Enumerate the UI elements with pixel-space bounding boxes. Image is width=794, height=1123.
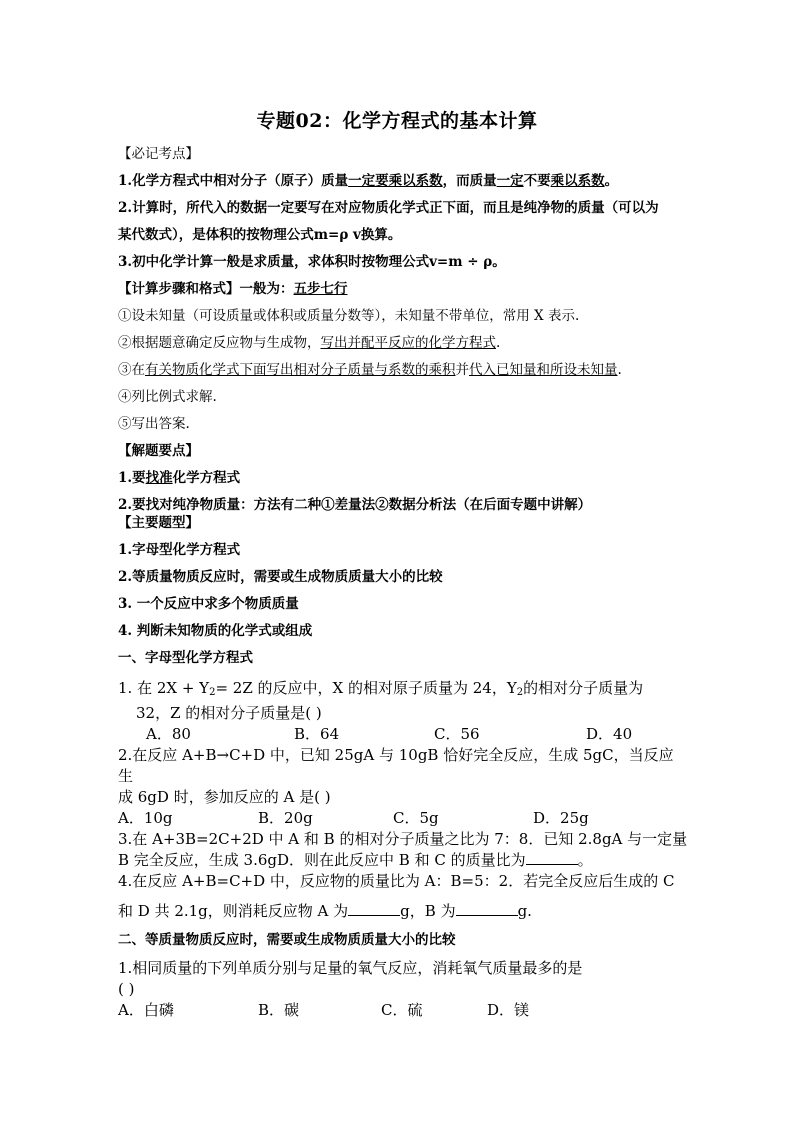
question-5-line-2: ( ) [118,980,135,998]
question-2-options [118,808,688,829]
option-c: C．硫 [381,1001,423,1019]
question-1-line-2: 32，Z 的相对分子质量是( ) [136,704,322,722]
question-2-line-1: 2.在反应 A+B→C+D 中，已知 25gA 与 10gB 恰好完全反应，生成 5gC，当反应生 [118,746,674,785]
step-3: ③在有关物质化学式下面写出相对分子质量与系数的乘积并代入已知量和所设未知量. [118,362,622,378]
question-4-line-1: 4.在反应 A+B=C+D 中，反应物的质量比为 A：B=5：2．若完全反应后生成的 C [118,872,675,890]
question-1-options [118,724,688,745]
type-2: 2.等质量物质反应时，需要或生成物质质量大小的比较 [118,569,443,585]
option-b: B．64 [294,725,340,743]
option-a: A．10g [118,809,173,827]
option-c: C．5g [393,809,439,827]
section-letter-equations: 一、字母型化学方程式 [118,650,253,666]
section-main-types: 【主要题型】 [118,515,199,531]
section-must-remember: 【必记考点】 [118,146,199,162]
step-5: ⑤写出答案. [118,416,190,432]
question-2 [118,745,688,829]
question-3 [118,829,688,871]
option-a: A．80 [146,725,191,743]
step-4: ④列比例式求解. [118,389,217,405]
section-equal-mass: 二、等质量物质反应时，需要或生成物质质量大小的比较 [118,932,456,948]
question-1-line-1: 1. 在 $2X + Y_2= 2Z$ 的反应中，X 的相对原子质量为 24，$Y_2$的相对分子质量为 [118,679,644,698]
question-3-line-2: B 完全反应，生成 3.6gD．则在此反应中 B 和 C 的质量比为 。 [118,851,593,869]
point-2-line-1: 2.计算时，所代入的数据一定要写在对应物质化学式正下面，而且是纯净物的质量（可以为 [118,200,659,216]
section-steps: 【计算步骤和格式】一般为：五步七行 [118,281,348,297]
type-4: 4. 判断未知物质的化学式或组成 [118,623,313,639]
option-d: D．镁 [487,1001,530,1019]
point-3: 3.初中化学计算一般是求质量，求体积时按物理公式v=m ÷ ρ。 [118,254,506,270]
document-body [118,145,688,1021]
key-point-1: 1.要找准化学方程式 [118,470,241,486]
type-1: 1.字母型化学方程式 [118,542,241,558]
question-4 [118,871,688,922]
point-2-line-2: 某代数式），是体积的按物理公式m=ρ v换算。 [118,227,402,243]
answer-blank-a [348,901,400,916]
option-b: B．20g [258,809,313,827]
step-1: ①设未知量（可设质量或体积或质量分数等），未知量不带单位，常用 X 表示. [118,308,580,324]
step-2: ②根据题意确定反应物与生成物，写出并配平反应的化学方程式. [118,335,501,351]
option-c: C．56 [434,725,480,743]
question-5 [118,958,688,1021]
question-2-line-2: 成 6gD 时，参加反应的 A 是( ) [118,788,331,806]
type-3: 3. 一个反应中求多个物质质量 [118,596,299,612]
option-a: A．白磷 [118,1001,174,1019]
option-d: D．25g [533,809,589,827]
answer-blank [526,850,578,865]
key-point-2: 2.要找对纯净物质量：方法有二种①差量法②数据分析法（在后面专题中讲解） [118,497,592,513]
page-title: 专题02：化学方程式的基本计算 [256,110,538,132]
question-5-line-1: 1.相同质量的下列单质分别与足量的氧气反应，消耗氧气质量最多的是 [118,959,583,977]
question-3-line-1: 3.在 A+3B=2C+2D 中 A 和 B 的相对分子质量之比为 7：8．已知 2.8gA 与一定量 [118,830,688,848]
question-4-line-2: 和 D 共 2.1g，则消耗反应物 A 为 g，B 为 g. [118,902,532,920]
point-1: 1.化学方程式中相对分子（原子）质量一定要乘以系数，而质量一定不要乘以系数。 [118,173,619,189]
section-key-points: 【解题要点】 [118,443,199,459]
question-1 [118,678,688,745]
option-d: D．40 [586,725,633,743]
option-b: B．碳 [258,1001,300,1019]
answer-blank-b [456,901,518,916]
question-5-options [118,1000,688,1021]
